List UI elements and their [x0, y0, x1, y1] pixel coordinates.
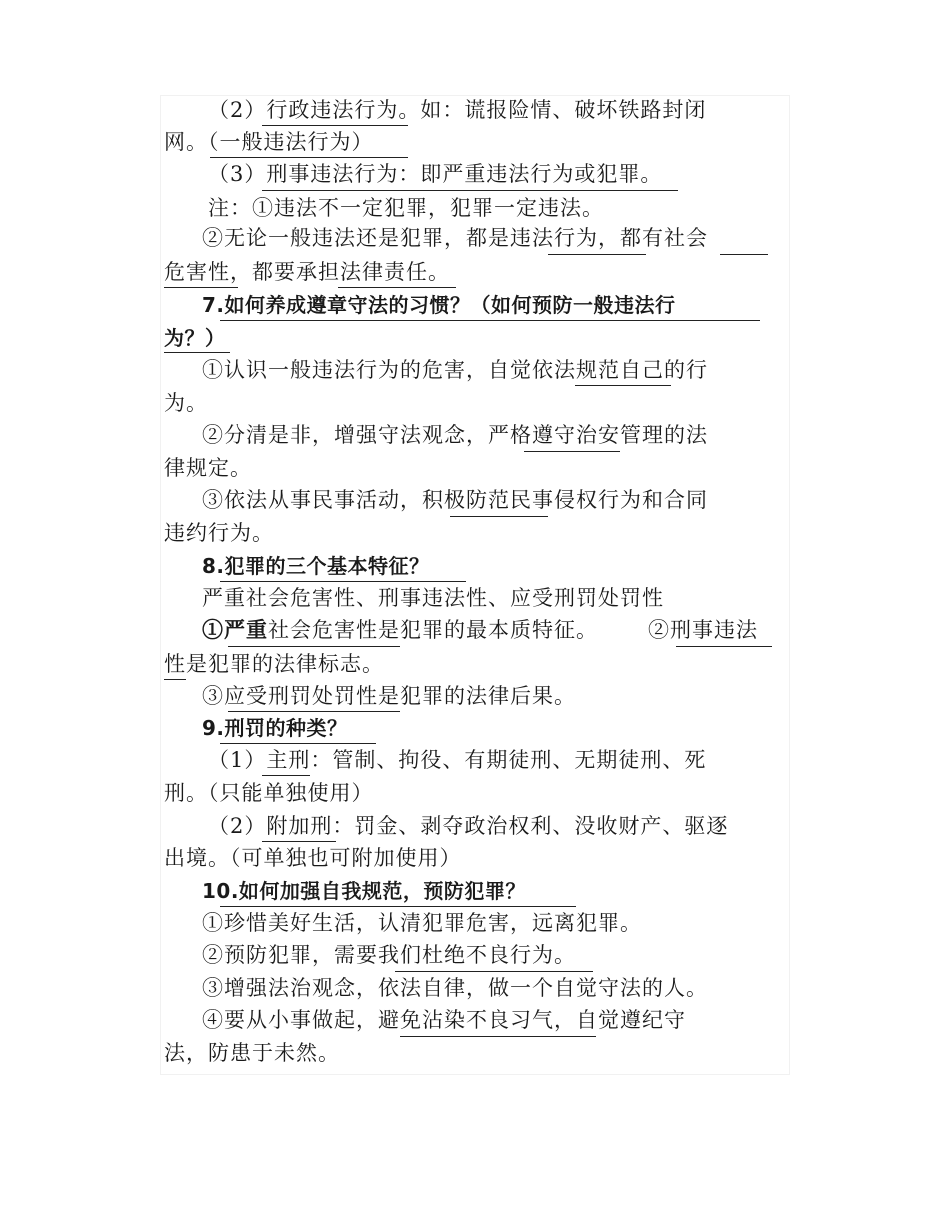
- text-line: ①珍惜美好生活，认清犯罪危害，远离犯罪。: [202, 911, 642, 935]
- underline: [262, 841, 336, 842]
- text-line: 网。（一般违法行为）: [164, 130, 374, 154]
- underline: [220, 320, 760, 321]
- underline: [262, 190, 678, 191]
- text-line: 危害性，都要承担法律责任。: [164, 260, 450, 284]
- text-line: ③增强法治观念，依法自律，做一个自觉守法的人。: [202, 976, 708, 1000]
- text-line: ②预防犯罪，需要我们杜绝不良行为。: [202, 943, 576, 967]
- underline: [220, 906, 576, 907]
- question-heading: 10.如何加强自我规范，预防犯罪？: [202, 879, 526, 903]
- underline: [262, 125, 408, 126]
- underline: [228, 711, 400, 712]
- text-line: 刑。（只能单独使用）: [164, 781, 374, 805]
- underline: [164, 287, 238, 288]
- underline: [220, 581, 466, 582]
- underline: [228, 646, 400, 647]
- underline: [164, 352, 230, 353]
- underline: [548, 254, 646, 255]
- text-line: 出境。（可单独也可附加使用）: [164, 846, 462, 870]
- text-line: 违约行为。: [164, 521, 274, 545]
- text-line: 注：①违法不一定犯罪，犯罪一定违法。: [208, 196, 604, 220]
- underline: [524, 451, 620, 452]
- text-line: ①认识一般违法行为的危害，自觉依法规范自己的行: [202, 358, 708, 382]
- question-heading: 8.犯罪的三个基本特征？: [202, 554, 430, 578]
- text-line: 性是犯罪的法律标志。: [164, 652, 384, 676]
- bold-prefix: ①严重: [202, 617, 268, 642]
- question-heading: 为？）: [164, 326, 226, 350]
- underline: [676, 646, 772, 647]
- text-line: （3）刑事违法行为：即严重违法行为或犯罪。: [208, 162, 663, 186]
- underline: [164, 679, 186, 680]
- underline: [338, 287, 456, 288]
- text-span: 社会危害性是犯罪的最本质特征。: [268, 618, 598, 642]
- text-line: （2）附加刑：罚金、剥夺政治权利、没收财产、驱逐: [208, 814, 729, 838]
- text-line: ④要从小事做起，避免沾染不良习气，自觉遵纪守: [202, 1008, 686, 1032]
- text-line: ③依法从事民事活动，积极防范民事侵权行为和合同: [202, 488, 708, 512]
- text-line: 严重社会危害性、刑事违法性、应受刑罚处罚性: [202, 586, 664, 610]
- text-line: 律规定。: [164, 456, 252, 480]
- underline: [450, 516, 548, 517]
- underline: [575, 385, 671, 386]
- text-line: ②无论一般违法还是犯罪，都是违法行为，都有社会: [202, 226, 708, 250]
- text-line: ②刑事违法: [648, 618, 758, 642]
- underline: [210, 157, 408, 158]
- question-heading: 9.刑罚的种类？: [202, 716, 348, 740]
- question-heading: 7.如何养成遵章守法的习惯？（如何预防一般违法行: [202, 293, 676, 317]
- text-line: ③应受刑罚处罚性是犯罪的法律后果。: [202, 684, 576, 708]
- text-line: ②分清是非，增强守法观念，严格遵守治安管理的法: [202, 423, 708, 447]
- text-line: 法，防患于未然。: [164, 1041, 340, 1065]
- text-line: （1）主刑：管制、拘役、有期徒刑、无期徒刑、死: [208, 748, 707, 772]
- text-line: [202, 616, 598, 644]
- underline: [220, 743, 376, 744]
- text-line: （2）行政违法行为。如：谎报险情、破坏铁路封闭: [208, 98, 707, 122]
- underline: [395, 971, 593, 972]
- underline: [400, 1036, 596, 1037]
- underline: [262, 775, 310, 776]
- text-line: 为。: [164, 391, 208, 415]
- underline: [720, 254, 768, 255]
